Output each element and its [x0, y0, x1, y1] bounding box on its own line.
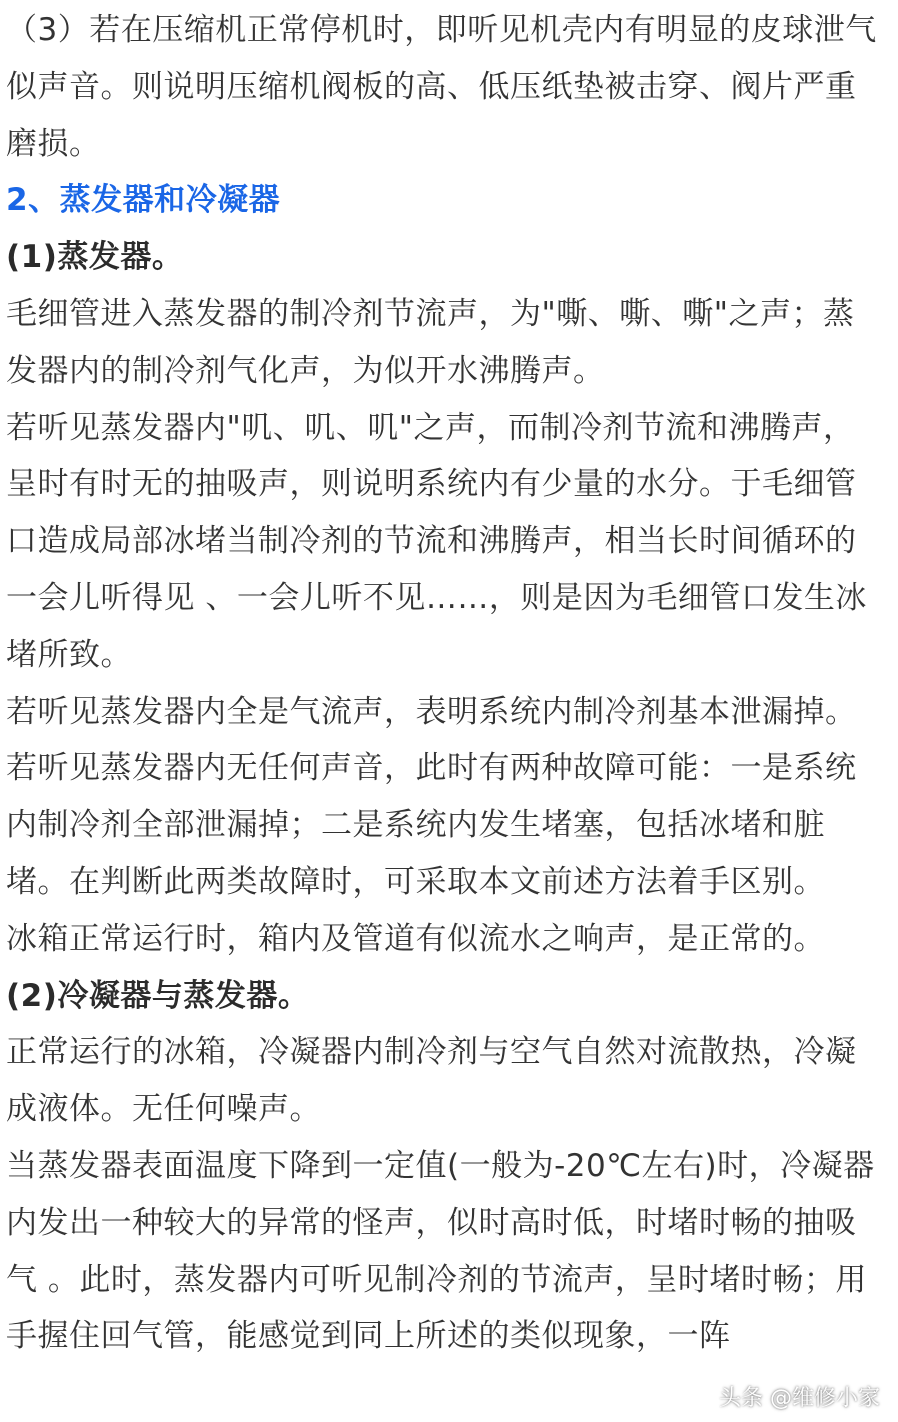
paragraph-evaporator-moisture: 若听见蒸发器内"叽、叽、叽"之声，而制冷剂节流和沸腾声，呈时有时无的抽吸声，则说明系统内有少量的水分。于毛细管口造成局部冰堵当制冷剂的节流和沸腾声，相当长时间循环的一会儿听得见 、一会儿听不见……，则是因为毛细管口发生冰堵所致。 [6, 409, 867, 673]
paragraph-evaporator-silent: 若听见蒸发器内无任何声音，此时有两种故障可能：一是系统内制冷剂全部泄漏掉；二是系统内发生堵塞，包括冰堵和脏堵。在判断此两类故障时，可采取本文前述方法着手区别。 [6, 750, 857, 900]
article-body [6, 2, 878, 1365]
paragraph-compressor-3: （3）若在压缩机正常停机时，即听见机壳内有明显的皮球泄气似声音。则说明压缩机阀板的高、低压纸垫被击穿、阀片严重磨损。 [6, 12, 877, 162]
paragraph-condenser-abnormal: 当蒸发器表面温度下降到一定值(一般为-20℃左右)时，冷凝器内发出一种较大的异常的怪声，似时高时低，时堵时畅的抽吸气 。此时，蒸发器内可听见制冷剂的节流声，呈时堵时畅；用手握住回气管，能感觉到同上所述的类似现象，一阵 [6, 1147, 875, 1355]
toutiao-logo-icon [693, 1388, 715, 1410]
paragraph-evaporator-sound: 毛细管进入蒸发器的制冷剂节流声，为"嘶、嘶、嘶"之声；蒸发器内的制冷剂气化声，为似开水沸腾声。 [6, 295, 855, 389]
subheading-condenser-evaporator: (2)冷凝器与蒸发器。 [6, 977, 310, 1014]
watermark-text: 头条 @维修小家 [719, 1386, 880, 1411]
paragraph-condenser-normal: 正常运行的冰箱，冷凝器内制冷剂与空气自然对流散热，冷凝成液体。无任何噪声。 [6, 1034, 857, 1128]
paragraph-evaporator-leak: 若听见蒸发器内全是气流声，表明系统内制冷剂基本泄漏掉。 [6, 693, 857, 730]
watermark [693, 1385, 880, 1413]
section-heading-evaporator-condenser: 2、蒸发器和冷凝器 [6, 182, 281, 219]
subheading-evaporator: (1)蒸发器。 [6, 239, 184, 276]
paragraph-evaporator-normal: 冰箱正常运行时，箱内及管道有似流水之响声，是正常的。 [6, 920, 825, 957]
